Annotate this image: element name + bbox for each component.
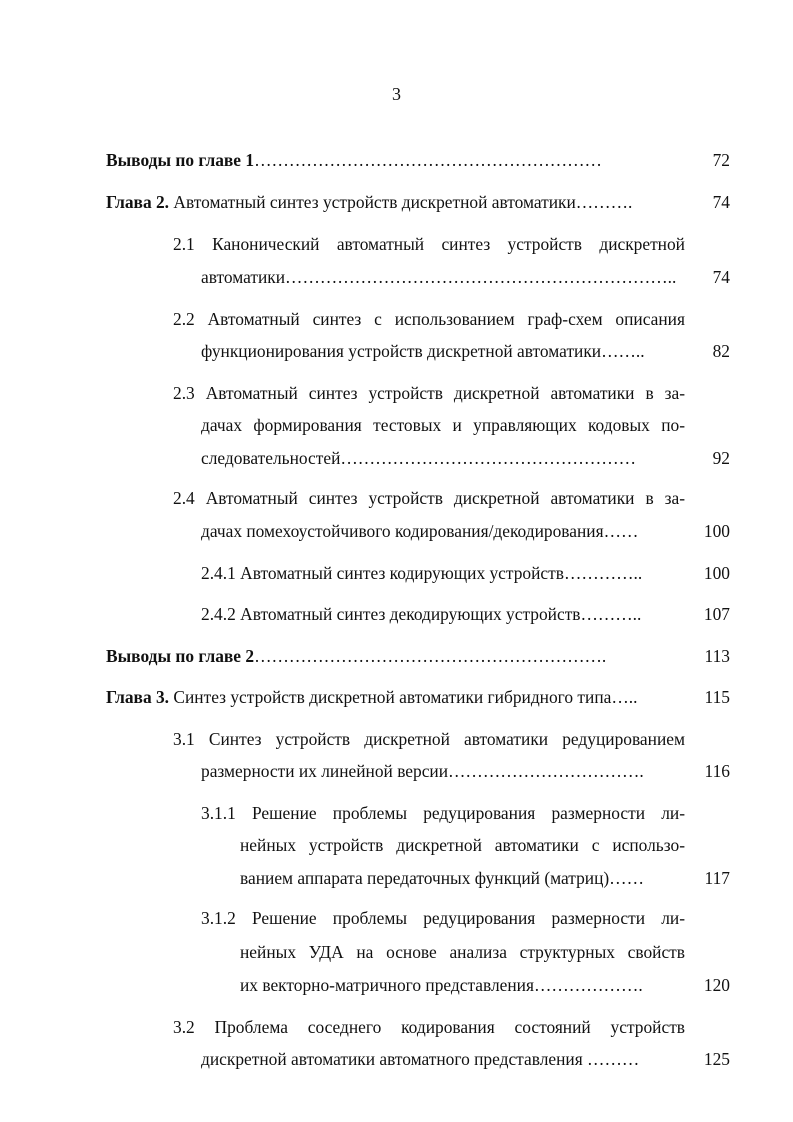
toc-page-number: 117 bbox=[704, 868, 730, 888]
toc-entry-2-1-line-2: автоматики………………………………………………………….. bbox=[201, 267, 677, 287]
toc-entry-2-4-1: 2.4.1 Автоматный синтез кодирующих устройств………….. bbox=[201, 563, 643, 583]
toc-entry-2-3-line-1: 2.3 Автоматный синтез устройств дискретной автоматики в за- bbox=[173, 383, 685, 403]
toc-entry-3-1-1-line-3: ванием аппарата передаточных функций (матриц)…… bbox=[240, 868, 644, 888]
toc-entry-leader: …………………………………………………… bbox=[254, 150, 602, 170]
toc-page-number: 100 bbox=[703, 563, 730, 583]
toc-entry-2-3-line-2: дачах формирования тестовых и управляющих кодовых по- bbox=[201, 415, 685, 435]
toc-entry-3-1-2-line-3: их векторно-матричного представления………………. bbox=[240, 975, 643, 995]
toc-entry-text: Автоматный синтез устройств дискретной автоматики………. bbox=[169, 192, 633, 212]
toc-page-number: 125 bbox=[703, 1049, 730, 1069]
toc-page-number: 116 bbox=[704, 761, 730, 781]
toc-entry-leader: ……………………………………………………. bbox=[254, 646, 607, 666]
toc-entry-3-1-2-line-2: нейных УДА на основе анализа структурных свойств bbox=[240, 942, 685, 962]
toc-entry-2-2-line-1: 2.2 Автоматный синтез с использованием граф-схем описания bbox=[173, 309, 685, 329]
toc-entry-bold-title: Глава 3. bbox=[106, 687, 170, 707]
toc-entry-chapter-2 bbox=[106, 191, 681, 213]
toc-entry-2-4-2: 2.4.2 Автоматный синтез декодирующих устройств……….. bbox=[201, 604, 642, 624]
toc-entry-2-4-line-1: 2.4 Автоматный синтез устройств дискретной автоматики в за- bbox=[173, 488, 685, 508]
toc-page-number: 72 bbox=[712, 150, 730, 170]
toc-page-number: 82 bbox=[712, 341, 730, 361]
toc-entry-bold-title: Выводы по главе 1 bbox=[106, 150, 255, 170]
toc-entry-conclusions-ch1 bbox=[106, 149, 681, 171]
toc-entry-2-2-line-2: функционирования устройств дискретной автоматики…….. bbox=[201, 341, 645, 361]
toc-page-number: 100 bbox=[703, 521, 730, 541]
toc-entry-3-1-line-2: размерности их линейной версии……………………………. bbox=[201, 761, 644, 781]
toc-entry-3-1-1-line-1: 3.1.1 Решение проблемы редуцирования размерности ли- bbox=[201, 803, 685, 823]
toc-entry-conclusions-ch2 bbox=[106, 645, 686, 667]
toc-entry-3-1-2-line-1: 3.1.2 Решение проблемы редуцирования размерности ли- bbox=[201, 908, 685, 928]
toc-entry-chapter-3 bbox=[106, 686, 686, 708]
toc-entry-2-4-line-2: дачах помехоустойчивого кодирования/декодирования…… bbox=[201, 521, 639, 541]
toc-entry-3-2-line-1: 3.2 Проблема соседнего кодирования состояний устройств bbox=[173, 1017, 685, 1037]
toc-page-number: 107 bbox=[703, 604, 730, 624]
toc-entry-3-1-line-1: 3.1 Синтез устройств дискретной автоматики редуцированием bbox=[173, 729, 685, 749]
toc-entry-3-2-line-2: дискретной автоматики автоматного представления ……… bbox=[201, 1049, 640, 1069]
toc-entry-2-1-line-1: 2.1 Канонический автоматный синтез устройств дискретной bbox=[173, 234, 685, 254]
toc-page-number: 120 bbox=[703, 975, 730, 995]
toc-entry-text: Синтез устройств дискретной автоматики гибридного типа….. bbox=[169, 687, 638, 707]
toc-entry-bold-title: Глава 2. bbox=[106, 192, 170, 212]
toc-page-number: 74 bbox=[712, 267, 730, 287]
toc-entry-2-3-line-3: следовательностей…………………………………………… bbox=[201, 448, 637, 468]
toc-entry-bold-title: Выводы по главе 2 bbox=[106, 646, 255, 666]
toc-page-number: 92 bbox=[712, 448, 730, 468]
toc-page-number: 115 bbox=[704, 687, 730, 707]
toc-page-number: 74 bbox=[712, 192, 730, 212]
toc-page-number: 113 bbox=[704, 646, 730, 666]
toc-entry-3-1-1-line-2: нейных устройств дискретной автоматики с использо- bbox=[240, 835, 685, 855]
page-number: 3 bbox=[392, 84, 401, 104]
